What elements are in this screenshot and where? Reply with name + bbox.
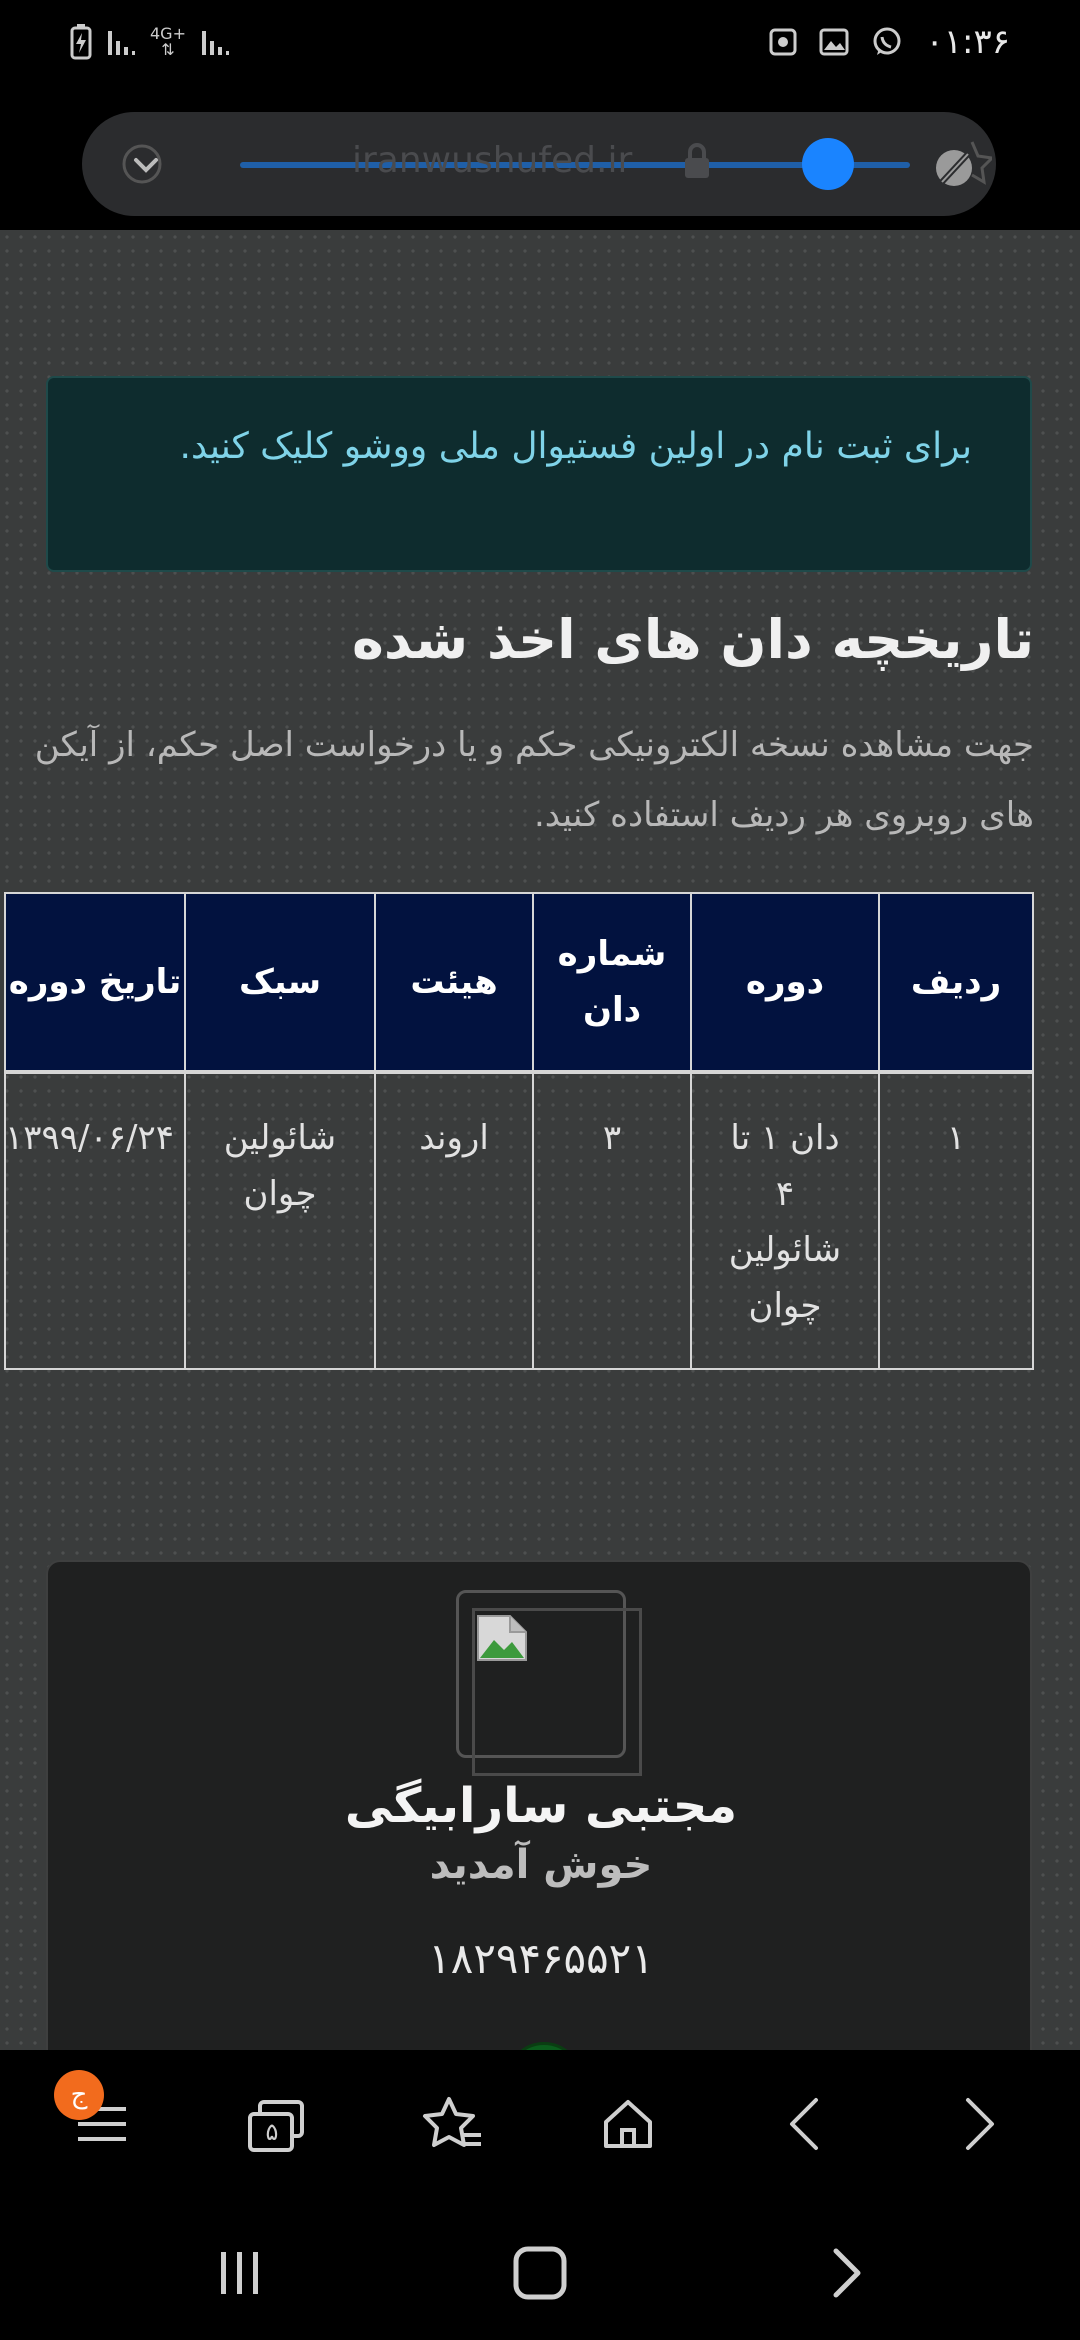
home-icon — [600, 2096, 656, 2156]
status-bar — [0, 0, 1080, 100]
table-cell: اروند — [419, 1118, 489, 1158]
table-column — [184, 894, 374, 1368]
profile-card — [46, 1560, 1032, 2120]
table-header-cell: ردیف — [880, 894, 1032, 1074]
gallery-icon — [819, 28, 849, 56]
whatsapp-icon — [871, 26, 903, 58]
festival-registration-link[interactable]: برای ثبت نام در اولین فستیوال ملی ووشو کلیک کنید. — [46, 376, 1032, 572]
table-cell: ۳ — [602, 1118, 622, 1158]
tab-count: ۵ — [265, 2118, 279, 2146]
system-back-button[interactable] — [806, 2240, 886, 2310]
system-home-button[interactable] — [500, 2240, 580, 2310]
signal-icon — [200, 27, 230, 57]
table-header-cell: دوره — [692, 894, 878, 1074]
broken-image-icon — [476, 1614, 528, 1666]
auto-brightness-off-icon[interactable] — [932, 136, 992, 200]
bookmarks-button[interactable] — [412, 2086, 492, 2166]
table-header-cell: سبک — [186, 894, 374, 1074]
table-column — [4, 894, 184, 1368]
table-column — [532, 894, 690, 1368]
url-bar[interactable] — [82, 112, 996, 216]
table-header-cell: تاریخ دوره — [6, 894, 184, 1074]
menu-badge: ج — [54, 2070, 104, 2120]
web-page — [0, 230, 1080, 2050]
url-text[interactable]: iranwushufed.ir — [352, 140, 633, 181]
table-column — [878, 894, 1032, 1368]
dan-history-table — [4, 892, 1034, 1370]
page-title: تاریخچه دان های اخذ شده — [351, 608, 1034, 671]
brightness-slider-thumb[interactable] — [802, 138, 854, 190]
table-cell: ۱ — [946, 1118, 966, 1158]
table-column — [374, 894, 532, 1368]
status-right — [769, 22, 1010, 62]
chevron-right-icon — [826, 2245, 866, 2305]
national-code: ۱۸۲۹۴۶۵۵۲۱ — [428, 1934, 654, 1983]
table-cell: شائولین چوان — [223, 1118, 337, 1214]
back-button[interactable] — [764, 2086, 844, 2166]
chevron-right-icon — [960, 2094, 1000, 2158]
star-list-icon — [421, 2095, 483, 2157]
chevron-down-icon[interactable] — [122, 140, 170, 188]
battery-charging-icon — [70, 24, 92, 60]
table-header-cell: هیئت — [376, 894, 532, 1074]
table-cell: ۱۳۹۹/۰۶/۲۴ — [4, 1118, 174, 1158]
table-column — [690, 894, 878, 1368]
screen-record-icon — [769, 28, 797, 56]
clock: ۰۱:۳۶ — [925, 22, 1010, 62]
tabs-button[interactable] — [236, 2086, 316, 2166]
home-square-icon — [512, 2245, 568, 2305]
chevron-left-icon — [784, 2094, 824, 2158]
browser-toolbar — [0, 2050, 1080, 2200]
recents-button[interactable] — [200, 2240, 280, 2310]
4g-plus-icon — [150, 26, 186, 58]
url-bar-container — [0, 100, 1080, 230]
welcome-text: خوش آمدید — [429, 1842, 653, 1888]
lock-icon — [682, 142, 712, 184]
signal-icon — [106, 27, 136, 57]
table-header-cell: شماره دان — [534, 894, 690, 1074]
recents-icon — [215, 2248, 265, 2302]
system-nav-bar — [0, 2200, 1080, 2340]
home-button[interactable] — [588, 2086, 668, 2166]
section-description: جهت مشاهده نسخه الکترونیکی حکم و یا درخواست اصل حکم، از آیکن های روبروی هر ردیف استفاده کنید. — [34, 725, 1034, 835]
user-name: مجتبی سارابیگی — [344, 1778, 738, 1834]
status-left — [70, 24, 230, 60]
data-arrows-icon: ⇅ — [161, 40, 175, 59]
network-type-label: 4G+ — [150, 24, 186, 43]
tabs-icon — [246, 2098, 306, 2154]
table-cell: دان ۱ تا ۴ شائولین چوان — [728, 1118, 842, 1326]
forward-button[interactable] — [940, 2086, 1020, 2166]
